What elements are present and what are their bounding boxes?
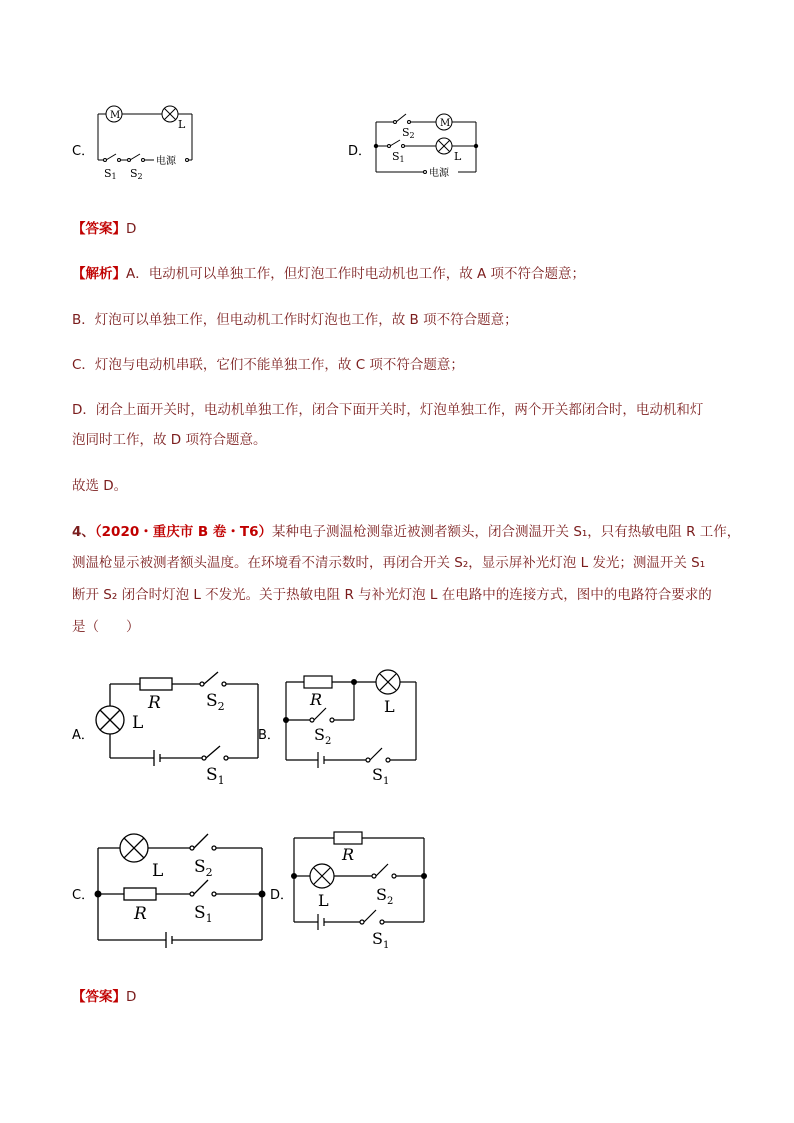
answer-1: 【答案】D: [72, 221, 137, 237]
q3-option-d-label: D．: [348, 144, 372, 159]
analysis-c: C．灯泡与电动机串联，它们不能单独工作，故 C 项不符合题意；: [72, 357, 464, 373]
q4b-l-label: L: [384, 697, 395, 716]
analysis-d-line1: D．闭合上面开关时，电动机单独工作，闭合下面开关时，灯泡单独工作，两个开关都闭合时，电动机和灯: [72, 402, 704, 418]
q4-option-d-label: D．: [270, 888, 294, 903]
q4-option-b-label: B．: [258, 728, 280, 743]
q3-option-c-circuit: [92, 102, 212, 182]
q3-option-d-circuit: [372, 106, 492, 186]
q3-option-c-label: C．: [72, 144, 95, 159]
q4b-s2-label: $S_2$: [314, 725, 332, 747]
q3d-motor-label: M: [440, 118, 451, 129]
q4a-l-label: L: [132, 713, 144, 733]
q4-option-c-label: C．: [72, 888, 95, 903]
q4-option-c-circuit: [90, 826, 270, 956]
q3d-s1-label: S1: [392, 150, 405, 164]
q4-line1: 4、（2020・重庆市 B 卷・T6）某种电子测温枪测靠近被测者额头，闭合测温开关 S₁，只有热敏电阻 R 工作，: [72, 524, 741, 540]
q4-line2: 测温枪显示被测者额头温度。在环境看不清示数时，再闭合开关 S₂，显示屏补光灯泡 L 发光；测温开关 S₁: [72, 555, 706, 571]
q4-line4: 是（ ）: [72, 619, 140, 635]
q4c-s2-label: $S_2$: [194, 857, 213, 879]
q4d-r-label: R: [342, 845, 355, 864]
q4-option-a-circuit: [88, 662, 268, 792]
analysis-a: 【解析】A．电动机可以单独工作，但灯泡工作时电动机也工作，故 A 项不符合题意；: [72, 266, 586, 282]
q3c-power-label: 电源: [156, 156, 176, 167]
q3d-s2-label: S2: [402, 126, 415, 140]
answer-2: 【答案】D: [72, 989, 137, 1005]
q3d-power-label: 电源: [429, 168, 449, 179]
q3c-s2-label: S2: [130, 167, 143, 181]
analysis-b: B．灯泡可以单独工作，但电动机工作时灯泡也工作，故 B 项不符合题意；: [72, 312, 518, 328]
q4c-r-label: R: [134, 904, 147, 924]
q4-option-b-circuit: [278, 660, 428, 790]
analysis-conclusion: 故选 D。: [72, 478, 128, 494]
q4b-r-label: R: [310, 690, 323, 709]
q4-option-a-label: A．: [72, 728, 94, 743]
q4a-s2-label: $S_2$: [206, 691, 225, 713]
q4-line3: 断开 S₂ 闭合时灯泡 L 不发光。关于热敏电阻 R 与补光灯泡 L 在电路中的连接方式，图中的电路符合要求的: [72, 587, 712, 603]
q4d-l-label: L: [318, 891, 329, 910]
q4c-l-label: L: [152, 861, 164, 881]
q3c-s1-label: S1: [104, 167, 117, 181]
q4-option-d-circuit: [288, 824, 438, 954]
analysis-d-line2: 泡同时工作，故 D 项符合题意。: [72, 432, 267, 448]
q4d-s1-label: $S_1$: [372, 929, 390, 951]
q3c-lamp-label: L: [178, 118, 186, 131]
q3d-lamp-label: L: [454, 150, 462, 163]
q4a-s1-label: $S_1$: [206, 765, 225, 787]
q4c-s1-label: $S_1$: [194, 903, 213, 925]
q3c-motor-label: M: [110, 110, 121, 121]
q4d-s2-label: $S_2$: [376, 885, 394, 907]
q4b-s1-label: $S_1$: [372, 765, 390, 787]
q4a-r-label: R: [148, 693, 161, 713]
